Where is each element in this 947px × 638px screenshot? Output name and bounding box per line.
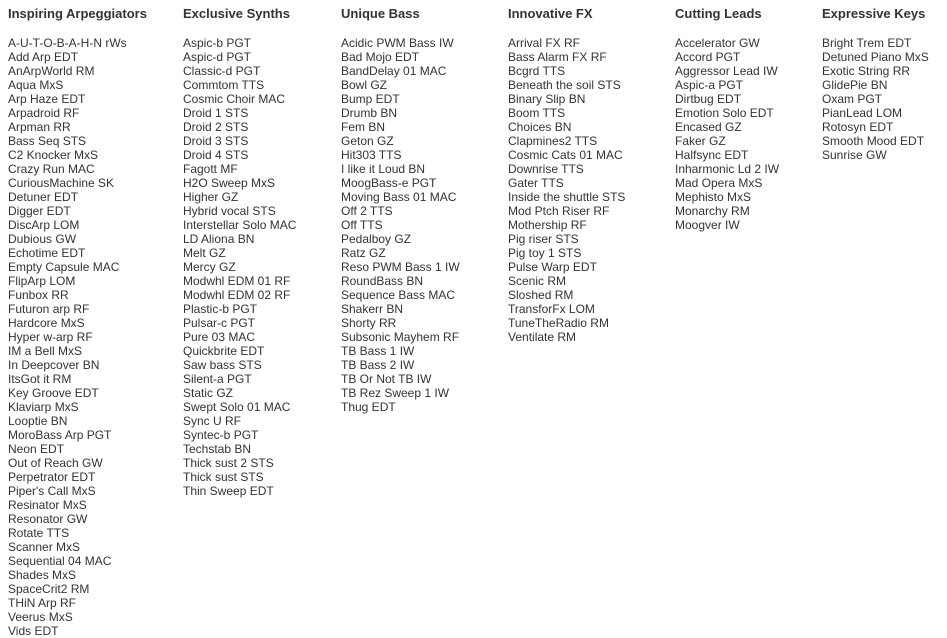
preset-item: Shakerr BN [341,302,404,316]
preset-item: Mad Opera MxS [675,176,763,190]
preset-item: LD Aliona BN [183,232,255,246]
preset-item: Resonator GW [8,512,88,526]
preset-item: Aspic-d PGT [183,50,252,64]
preset-item: Geton GZ [341,134,394,148]
preset-item: Hybrid vocal STS [183,204,276,218]
preset-item: Bad Mojo EDT [341,50,420,64]
preset-item: Choices BN [508,120,572,134]
preset-item: Veerus MxS [8,610,73,624]
preset-list [183,36,296,498]
preset-item: Crazy Run MAC [8,162,95,176]
preset-item: Pulse Warp EDT [508,260,597,274]
preset-item: AnArpWorld RM [8,64,95,78]
preset-item: Accord PGT [675,50,741,64]
preset-item: Swept Solo 01 MAC [183,400,291,414]
preset-item: Off TTS [341,218,383,232]
preset-item: Plastic-b PGT [183,302,258,316]
preset-item: MoroBass Arp PGT [8,428,112,442]
preset-list [822,36,929,162]
preset-item: Cosmic Choir MAC [183,92,286,106]
preset-item: Detuned Piano MxS [822,50,929,64]
preset-item: THiN Arp RF [8,596,77,610]
preset-item: Droid 3 STS [183,134,249,148]
preset-item: Accelerator GW [675,36,760,50]
preset-item: Reso PWM Bass 1 IW [341,260,460,274]
preset-item: DiscArp LOM [8,218,80,232]
preset-item: TransforFx LOM [508,302,595,316]
preset-item: Hyper w-arp RF [8,330,93,344]
preset-item: Bowl GZ [341,78,388,92]
preset-item: Off 2 TTS [341,204,393,218]
preset-item: Emotion Solo EDT [675,106,774,120]
column-header: Expressive Keys [822,6,926,21]
preset-item: FlipArp LOM [8,274,76,288]
preset-item: Commtom TTS [183,78,265,92]
preset-item: Modwhl EDM 01 RF [183,274,291,288]
preset-item: Cosmic Cats 01 MAC [508,148,623,162]
column-header: Cutting Leads [675,6,762,21]
preset-item: Silent-a PGT [183,372,252,386]
preset-list [508,36,625,344]
preset-item: TuneTheRadio RM [508,316,609,330]
preset-item: Beneath the soil STS [508,78,621,92]
preset-item: Rotosyn EDT [822,120,894,134]
preset-item: TB Bass 2 IW [341,358,415,372]
preset-item: GlidePie BN [822,78,888,92]
preset-item: Moving Bass 01 MAC [341,190,457,204]
preset-item: C2 Knocker MxS [8,148,99,162]
preset-item: Faker GZ [675,134,726,148]
preset-item: Saw bass STS [183,358,262,372]
preset-item: TB Or Not TB IW [341,372,432,386]
preset-item: Aqua MxS [8,78,64,92]
preset-item: Thick sust 2 STS [183,456,274,470]
preset-item: Subsonic Mayhem RF [341,330,460,344]
column-inspiring-arpeggiators [8,6,147,638]
preset-item: Out of Reach GW [8,456,103,470]
preset-item: A-U-T-O-B-A-H-N rWs [8,36,127,50]
column-exclusive-synths [183,6,296,498]
preset-item: Droid 1 STS [183,106,249,120]
preset-item: Piper's Call MxS [8,484,96,498]
preset-item: Downrise TTS [508,162,584,176]
preset-item: Add Arp EDT [8,50,79,64]
column-unique-bass [341,6,460,414]
preset-item: Thug EDT [341,400,396,414]
preset-item: I like it Loud BN [341,162,426,176]
preset-item: Thick sust STS [183,470,264,484]
preset-item: Fagott MF [183,162,238,176]
preset-item: Interstellar Solo MAC [183,218,297,232]
preset-item: Exotic String RR [822,64,911,78]
preset-item: Key Groove EDT [8,386,99,400]
preset-item: Binary Slip BN [508,92,586,106]
preset-item: Droid 4 STS [183,148,249,162]
preset-item: H2O Sweep MxS [183,176,276,190]
preset-item: Mephisto MxS [675,190,752,204]
preset-item: BandDelay 01 MAC [341,64,447,78]
preset-item: Bass Seq STS [8,134,87,148]
preset-item: Arpman RR [8,120,71,134]
preset-item: Classic-d PGT [183,64,261,78]
preset-item: Sunrise GW [822,148,887,162]
preset-item: Echotime EDT [8,246,86,260]
preset-item: Hit303 TTS [341,148,402,162]
preset-item: Funbox RR [8,288,69,302]
preset-item: Gater TTS [508,176,564,190]
preset-item: Aspic-b PGT [183,36,252,50]
preset-item: Ventilate RM [508,330,577,344]
preset-item: Melt GZ [183,246,226,260]
preset-item: Shades MxS [8,568,77,582]
preset-item: Bright Trem EDT [822,36,912,50]
column-cutting-leads [675,6,779,232]
preset-item: TB Bass 1 IW [341,344,415,358]
preset-item: Dubious GW [8,232,77,246]
preset-item: Pure 03 MAC [183,330,256,344]
preset-item: Modwhl EDM 02 RF [183,288,291,302]
preset-item: Droid 2 STS [183,120,249,134]
preset-item: Detuner EDT [8,190,79,204]
preset-item: Sequence Bass MAC [341,288,456,302]
preset-item: Inside the shuttle STS [508,190,626,204]
preset-item: Scenic RM [508,274,567,288]
column-header: Innovative FX [508,6,593,21]
preset-item: Pedalboy GZ [341,232,412,246]
preset-item: Fem BN [341,120,386,134]
preset-item: Drumb BN [341,106,398,120]
preset-item: MoogBass-e PGT [341,176,437,190]
preset-list [341,36,460,414]
preset-item: PianLead LOM [822,106,903,120]
column-innovative-fx [508,6,625,344]
preset-item: Monarchy RM [675,204,750,218]
preset-item: CuriousMachine SK [8,176,115,190]
preset-item: Looptie BN [8,414,68,428]
preset-item: ItsGot it RM [8,372,72,386]
preset-item: Mod Ptch Riser RF [508,204,610,218]
preset-item: Resinator MxS [8,498,87,512]
preset-list [8,36,147,638]
preset-item: Thin Sweep EDT [183,484,274,498]
preset-item: Static GZ [183,386,234,400]
preset-item: Boom TTS [508,106,566,120]
preset-item: Arpadroid RF [8,106,80,120]
preset-item: Encased GZ [675,120,742,134]
preset-item: Futuron arp RF [8,302,90,316]
preset-item: Arp Haze EDT [8,92,86,106]
preset-item: TB Rez Sweep 1 IW [341,386,450,400]
preset-item: Higher GZ [183,190,239,204]
preset-item: Smooth Mood EDT [822,134,925,148]
preset-item: IM a Bell MxS [8,344,83,358]
column-header: Inspiring Arpeggiators [8,6,147,21]
preset-item: Halfsync EDT [675,148,749,162]
column-header: Exclusive Synths [183,6,290,21]
preset-item: Bump EDT [341,92,400,106]
preset-item: Bass Alarm FX RF [508,50,607,64]
preset-item: Mercy GZ [183,260,236,274]
preset-item: Pig toy 1 STS [508,246,582,260]
preset-item: Inharmonic Ld 2 IW [675,162,780,176]
preset-item: Empty Capsule MAC [8,260,120,274]
preset-item: Dirtbug EDT [675,92,742,106]
preset-item: Perpetrator EDT [8,470,96,484]
preset-item: Scanner MxS [8,540,81,554]
preset-item: Sync U RF [183,414,242,428]
preset-item: Hardcore MxS [8,316,85,330]
preset-item: Syntec-b PGT [183,428,259,442]
preset-item: In Deepcover BN [8,358,100,372]
preset-item: Sequential 04 MAC [8,554,112,568]
preset-item: Rotate TTS [8,526,70,540]
preset-item: Oxam PGT [822,92,883,106]
preset-item: Clapmines2 TTS [508,134,598,148]
preset-item: Digger EDT [8,204,71,218]
column-header: Unique Bass [341,6,420,21]
preset-item: Acidic PWM Bass IW [341,36,454,50]
preset-item: Techstab BN [183,442,252,456]
preset-item: Bcgrd TTS [508,64,566,78]
preset-item: Ratz GZ [341,246,386,260]
preset-item: RoundBass BN [341,274,424,288]
preset-item: SpaceCrit2 RM [8,582,90,596]
preset-item: Shorty RR [341,316,397,330]
preset-item: Pulsar-c PGT [183,316,256,330]
preset-item: Quickbrite EDT [183,344,265,358]
preset-item: Klaviarp MxS [8,400,79,414]
preset-item: Neon EDT [8,442,65,456]
preset-list [675,36,779,232]
preset-item: Aggressor Lead IW [675,64,778,78]
preset-item: Arrival FX RF [508,36,580,50]
preset-item: Mothership RF [508,218,587,232]
preset-item: Vids EDT [8,624,59,638]
preset-item: Sloshed RM [508,288,574,302]
preset-item: Moogver IW [675,218,740,232]
preset-item: Pig riser STS [508,232,579,246]
preset-item: Aspic-a PGT [675,78,744,92]
column-expressive-keys [822,6,929,162]
